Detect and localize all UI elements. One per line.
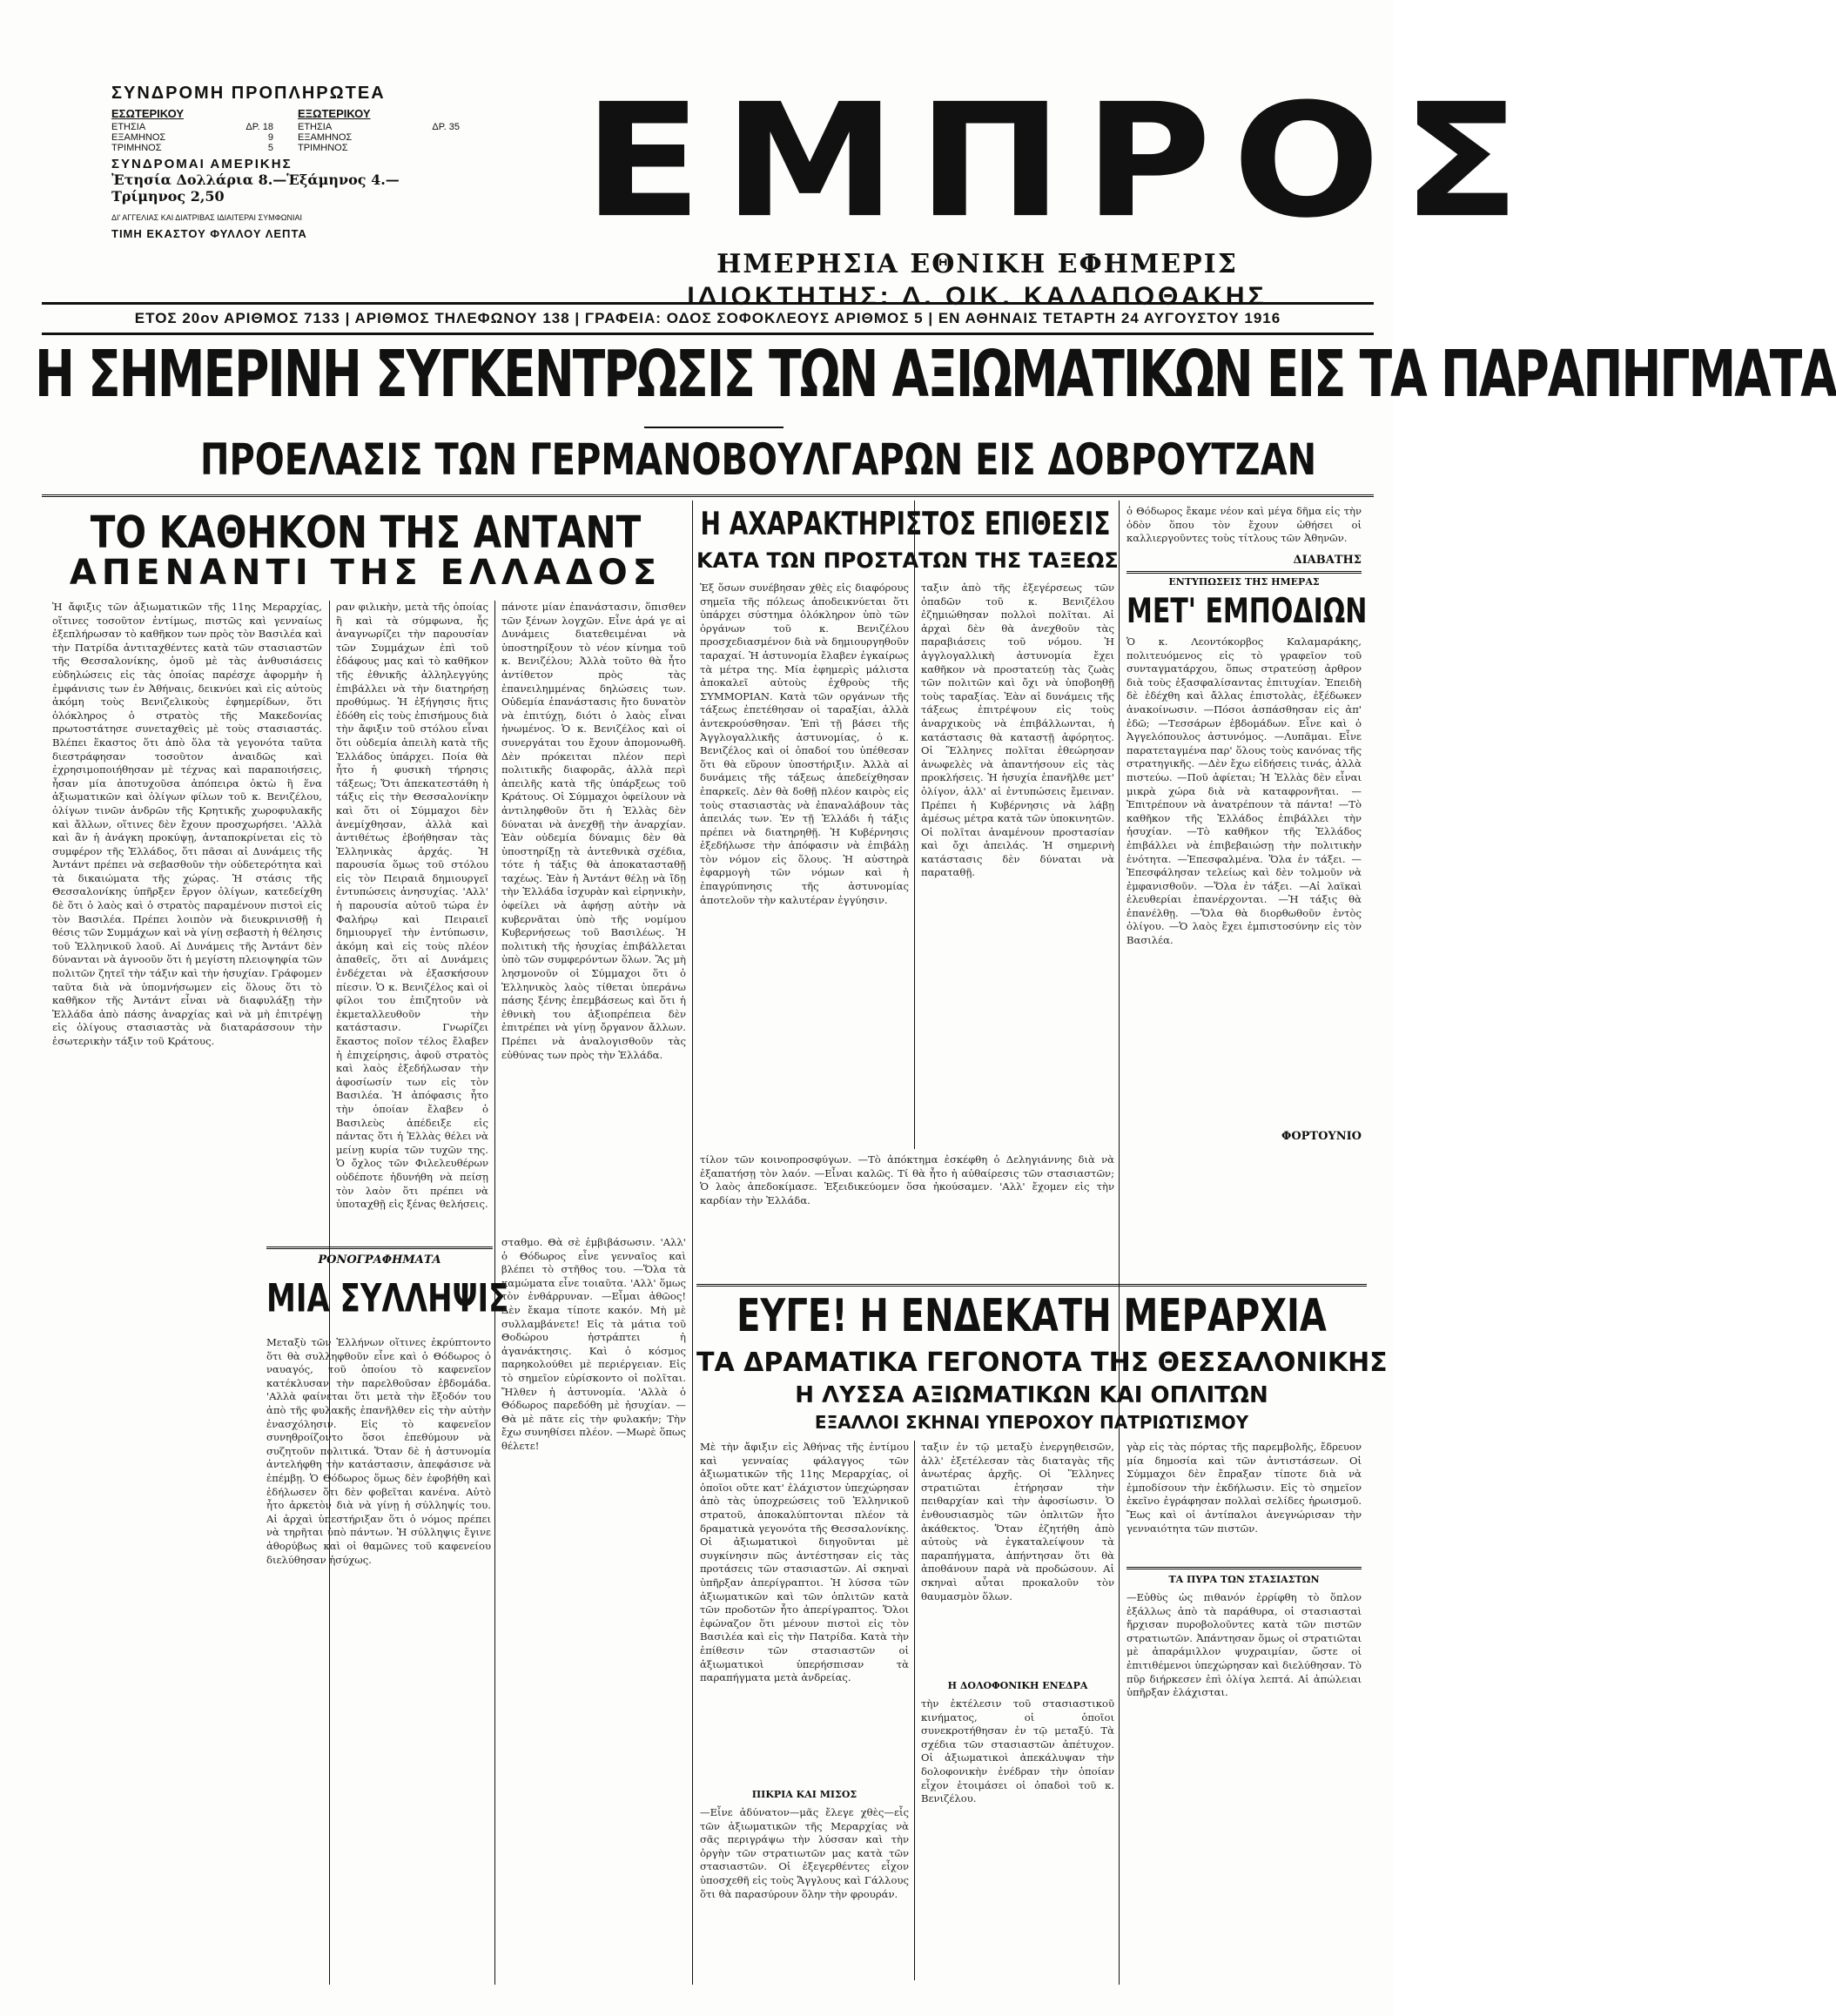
foreign-rates <box>298 107 460 153</box>
second-headline: ΠΡΟΕΛΑΣΙΣ ΤΩΝ ΓΕΡΜΑΝΟΒΟΥΛΓΑΡΩΝ ΕΙΣ ΔΟΒΡΟΥΤΖΑΝ <box>200 435 1317 486</box>
america-rates: Ἐτησία Δολλάρια 8.—Ἑξάμηνος 4.—Τρίμηνος 2,50 <box>111 171 400 205</box>
owner-line: ΙΔΙΟΚΤΗΤΗΣ: Δ. ΟΙΚ. ΚΑΛΑΠΟΘΑΚΗΣ <box>687 282 1268 311</box>
signature: ΦΟΡΤΟΥΝΙΟ <box>1281 1130 1362 1143</box>
section-label: ΡΟΝΟΓΡΑΦΗΜΑΤΑ <box>318 1253 441 1267</box>
rate-row <box>298 122 460 132</box>
section-rule <box>1126 1567 1362 1569</box>
headline-rule <box>42 494 1374 497</box>
article-bottom-col2b: τὴν ἐκτέλεσιν τοῦ στασιαστικοῦ κινήματος, οἱ ὁποῖοι συνεκροτήθησαν ἐν τῷ μεταξύ. Τὰ σχέδια τῶν στασιαστῶν ἀπέτυχον. Οἱ ἀξιωματικοὶ ἀπεκάλυψαν τὴν δολοφονικὴν ἐνέδραν τὴν ὁποίαν εἶχον ἑτοιμάσει οἱ ὀπαδοὶ τοῦ κ. Βενιζέλου. <box>921 1697 1114 1805</box>
subsection-label: ΤΑ ΠΥΡΑ ΤΩΝ ΣΤΑΣΙΑΣΤΩΝ <box>1168 1574 1320 1585</box>
rate-value: 9 <box>267 132 273 143</box>
column-divider <box>914 1441 915 1980</box>
column-divider <box>692 501 693 1985</box>
section-label: ΕΝΤΥΠΩΣΕΙΣ ΤΗΣ ΗΜΕΡΑΣ <box>1168 576 1320 588</box>
main-headline: Η ΣΗΜΕΡΙΝΗ ΣΥΓΚΕΝΤΡΩΣΙΣ ΤΩΝ ΑΞΙΩΜΑΤΙΚΩΝ ΕΙΣ ΤΑ ΠΑΡΑΠΗΓΜΑΤΑ <box>35 336 1836 412</box>
column-divider <box>914 501 915 1149</box>
price-line: ΤΙΜΗ ΕΚΑΣΤΟΥ ΦΥΛΛΟΥ ΛΕΠΤΑ <box>111 227 307 240</box>
foreign-header: ΕΞΩΤΕΡΙΚΟΥ <box>298 107 371 120</box>
rate-value: 5 <box>267 143 273 153</box>
rate-label: ΤΡΙΜΗΝΟΣ <box>111 143 162 153</box>
newspaper-subtitle: ΗΜΕΡΗΣΙΑ ΕΘΝΙΚΗ ΕΦΗΜΕΡΙΣ <box>716 249 1238 279</box>
rate-row <box>298 132 460 143</box>
rate-value: ΔΡ. 18 <box>245 122 273 132</box>
article-mid-col2: ταξιν ἀπὸ τῆς ἐξεγέρσεως τῶν ὁπαδῶν τοῦ κ. Βενιζέλου ἐζημιώθησαν πολλοὶ πολῖται. Αἱ ἀρχαὶ δὲν θὰ ἀνεχθοῦν τὰς παραβιάσεις τοῦ νόμου. Ἡ ἀγγλογαλλικὴ ἀστυνομία ἔχει καθῆκον νὰ προστατεύῃ τὰς ζωὰς τῶν πολιτῶν καὶ ὄχι νὰ ὑποβοηθῇ τοὺς ταραξίας. Ἐὰν αἱ δυνάμεις τῆς τάξεως ἐπιτρέψουν εἰς τοὺς ἀναρχικοὺς νὰ ἐπιβάλλωνται, ἡ κατάστασις θὰ καταστῇ ἀφόρητος. Οἱ Ἕλληνες πολῖται ἐθεώρησαν ἀνωφελὲς νὰ ἀπαντήσουν εἰς τὰς προκλήσεις. Ἡ ἡσυχία ἐπανῆλθε μετ' ὀλίγον, ἀλλ' αἱ ἐντυπώσεις ἔμειναν. Πρέπει ἡ Κυβέρνησις νὰ λάβῃ ἀμέσως μέτρα κατὰ τῶν ὑποκινητῶν. Οἱ πολῖται ἀναμένουν προστασίαν καὶ ὄχι ἀπειλάς. Ἡ σημερινὴ κατάστασις δὲν δύναται νὰ παραταθῇ. <box>921 581 1114 879</box>
domestic-header: ΕΣΩΤΕΡΙΚΟΥ <box>111 107 185 120</box>
rate-row <box>111 143 273 153</box>
rate-row <box>111 122 273 132</box>
short-piece-col1: Μεταξὺ τῶν Ἑλλήνων οἵτινες ἐκρύπτοντο ὅτι θὰ συλληφθοῦν εἶνε καὶ ὁ Θόδωρος ὁ ναυαγός, τοῦ ὁποίου τὸ καφενεῖον κατέκλυσαν τὴν παρελθοῦσαν ἑβδομάδα. 'Αλλὰ φαίνεται ὅτι μετὰ τὴν ἔξοδόν του ἀπὸ τῆς φυλακῆς ἐπανῆλθεν εἰς τὴν αὐτὴν ἐνασχόλησιν. Εἰς τὸ καφενεῖον συνηθροίζοντο ὅσοι ἐπεθύμουν νὰ συζητοῦν πολιτικά. Ὅταν δὲ ἡ ἀστυνομία ἀντελήφθη τὴν κατάστασιν, ἀπεφάσισε νὰ ἐπέμβῃ. Ὁ Θόδωρος ὅμως δὲν ἐφοβήθη καὶ ἐδήλωσεν ὅτι δὲν φοβεῖται κανένα. Αὐτὸ ἦτο ἀρκετὸν διὰ νὰ γίνῃ ἡ σύλληψίς του. Αἱ ἀρχαὶ ὑπεστήριξαν ὅτι ὁ νόμος πρέπει νὰ τηρῆται ὑπὸ πάντων. Ἡ σύλληψις ἔγινε ἀθορύβως καὶ οἱ θαμῶνες τοῦ καφενείου διελύθησαν ἡσύχως. <box>266 1336 491 1566</box>
rate-label: ΕΤΗΣΙΑ <box>298 122 333 132</box>
signature: ΔΙΑΒΑΤΗΣ <box>1293 554 1362 567</box>
ornament-divider <box>644 427 783 428</box>
subscription-box <box>111 84 460 240</box>
short-piece-col2: σταθμο. Θὰ σὲ ἐμβιβάσωσιν. 'Αλλ' ὁ Θόδωρος εἶνε γενναῖος καὶ βλέπει τὸ στῆθος του. —Ὅλα τὰ καμώματα εἶνε τοιαῦτα. 'Αλλ' ὅμως τὸν ἐνθάρρυναν. —Εἶμαι ἀθῶος! Δὲν ἔκαμα τίποτε κακόν. Μὴ μὲ συλλαμβάνετε! Εἰς τὰ μάτια τοῦ Θοδώρου ἠστράπτει ἡ ἀγανάκτησις. Καὶ ὁ κόσμος παρηκολούθει μὲ περιέργειαν. Εἰς τὸ σημεῖον εὑρίσκοντο οἱ πολῖται. Ἤλθεν ἡ ἀστυνομία. 'Αλλὰ ὁ Θόδωρος παρεδόθη μὲ ἡσυχίαν. —Θὰ μὲ πᾶτε εἰς τὴν φυλακήν; Τὴν ἔχω συνηθίσει πλέον. —Μωρὲ ὅπως θέλετε! <box>501 1236 686 1452</box>
article-left-col2: ραν φιλικὴν, μετὰ τῆς ὁποίας ἢ καὶ τὰ σύμφωνα, ἧς ἀναγνωρίζει τὴν παρουσίαν τῶν Συμμάχων ἐπὶ τοῦ ἐδάφους μας καὶ τὸ καθῆκον τῆς ἐθνικῆς ἀλληλεγγύης ἐπιβάλλει νὰ τὴν διατηρήσῃ προθύμως. Ἡ ἐξήγησις ἥτις ἐδόθη εἰς τοὺς ἐπισήμους διὰ τὴν ἄφιξιν τοῦ στόλου εἶναι ὅτι οὐδεμία ἀπειλὴ κατὰ τῆς Ἑλλάδος ὑπάρχει. Ποία θὰ ἦτο ἡ φυσικὴ τήρησις τάξεως; Ὅτι ἀπεκατεστάθη ἡ τάξις εἰς τὴν Θεσσαλονίκην καὶ ὅτι οἱ Σύμμαχοι δὲν ἀνεμίχθησαν, ἀλλὰ καὶ ἀντιθέτως ἐβοήθησαν τὰς Ἑλληνικὰς ἀρχάς. Ἡ παρουσία ὅμως τοῦ στόλου εἰς τὸν Πειραιᾶ δημιουργεῖ ἐντυπώσεις ἀνησυχίας. 'Αλλ' ἡ παρουσία αὐτοῦ τώρα ἐν Φαλήρῳ καὶ Πειραιεῖ δημιουργεῖ τὴν ἐντύπωσιν, ἀκόμη καὶ εἰς τοὺς πλέον ἀπαθεῖς, ὅτι αἱ Δυνάμεις ἐνδέχεται νὰ ἐξασκήσουν πίεσιν. Ὁ κ. Βενιζέλος καὶ οἱ φίλοι του ἐπιζητοῦν νὰ ἐκμεταλλευθοῦν τὴν κατάστασιν. Γνωρίζει ἕκαστος ποῖον τέλος ἔλαβεν ἡ ἐπιχείρησις, ἀφοῦ στρατὸς καὶ λαὸς ἐξεδήλωσαν τὴν ἀφοσίωσίν των εἰς τὸν Βασιλέα. Ἡ ἀπόφασις ἦτο τὴν ὁποίαν ἔλαβεν ὁ Βασιλεὺς ἀπέδειξε εἰς πάντας ὅτι ἡ Ἑλλὰς θέλει νὰ μείνῃ κυρία τῶν τυχῶν της. Ὁ ὄχλος τῶν Φιλελευθέρων οὐδέποτε ἠδυνήθη νὰ πείσῃ τὸν λαὸν ὅτι πρέπει νὰ ὑποταχθῇ εἰς ξένας θελήσεις. <box>336 601 488 1211</box>
section-rule <box>1126 571 1362 574</box>
section-rule <box>696 1284 1367 1287</box>
article-subtitle: ΕΞΑΛΛΟΙ ΣΚΗΝΑΙ ΥΠΕΡΟΧΟΥ ΠΑΤΡΙΩΤΙΣΜΟΥ <box>814 1412 1249 1433</box>
article-left-col1: Ἡ ἄφιξις τῶν ἀξιωματικῶν τῆς 11ης Μεραρχίας, οἵτινες τοσοῦτον ἐντίμως, πιστῶς καὶ γενναίως ἐξεπλήρωσαν τὸ καθῆκον των πρὸς τὸν Βασιλέα καὶ τὴν Πατρίδα ἀντιταχθέντες κατὰ τῶν στασιαστῶν τῆς Θεσσαλονίκης, ὁμοῦ μὲ τὰς ἀνθυσιάσεις εὐδηλώσεις εἰς τὰς ὁποίας παρέσχε ἀφορμὴν ἡ ἐμφάνισις των ἐν Ἀθήναις, δεικνύει καὶ εἰς αὐτοὺς ἀκόμη τοὺς Βενιζελικοὺς ἐφημερίδων, ὅτι ὁλόκληρος ὁ στρατὸς τῆς Μακεδονίας πρωτοστάτησε συνεταχθεὶς μὲ τοὺς στασιαστάς. Βλέπει ἕκαστος ὅτι ἀπὸ ὅλα τὰ γεγονότα ταῦτα διεστράφησαν τοσοῦτον ἀναιδῶς καὶ ἐχρησιμοποιήθησαν μὲ τέχνας καὶ παραποιήσεις, ἦσαν μία ἀποτυχοῦσα ἀπόπειρα ὀκτὼ ἢ ἕνα ἀξιωματικῶν καὶ ὀλίγων φίλων τοῦ κ. Βενιζέλου, ὀλίγων τινῶν ἀνδρῶν τῆς Κρητικῆς χωροφυλακῆς καὶ ἄλλων, οἵτινες δὲν ἔχουν προσχωρήσει. 'Αλλὰ καὶ ἂν ἡ ἀνάγκη προκύψῃ, ἀνταποκρίνεται εἰς τὸ συμφέρον τῆς Ἑλλάδος, ὅτι πᾶσαι αἱ Δυνάμεις τῆς Ἀντάντ πρέπει νὰ σεβασθοῦν τὴν οὐδετερότητα καὶ τὰ δικαιώματα τῆς χώρας. Ἡ στάσις τῆς Θεσσαλονίκης ὑπῆρξεν ἔργον ὀλίγων, κατεδείχθη δὲ ὅτι ὁ λαὸς καὶ ὁ στρατὸς παραμένουν πιστοὶ εἰς τὸν Βασιλέα. Πρέπει λοιπὸν νὰ διευκρινισθῇ ἡ θέσις τῶν Συμμάχων καὶ νὰ γίνῃ σεβαστὴ ἡ θέλησις τοῦ Ἑλληνικοῦ λαοῦ. Αἱ Δυνάμεις τῆς Ἀντάντ δὲν δύνανται νὰ ἀγνοοῦν ὅτι ἡ μεγίστη πλειοψηφία τῶν πολιτῶν ζητεῖ τὴν τάξιν καὶ τὴν ἡσυχίαν. Γράφομεν ταῦτα διὰ νὰ ὑπομνήσωμεν εἰς ὅλους ὅτι τὸ καθῆκον τῆς Ἀντάντ εἶναι νὰ διαφυλάξῃ τὴν Ἑλλάδα ἀπὸ πάσης ἀναρχίας καὶ νὰ μὴ ἐπιτρέψῃ εἰς ὀλίγους στασιαστὰς νὰ διαταράσσουν τὴν ἐσωτερικὴν τάξιν τοῦ Κράτους. <box>52 601 322 1047</box>
column-divider <box>1119 501 1120 1985</box>
issue-info-bar: ΕΤΟΣ 20ον ΑΡΙΘΜΟΣ 7133 | ΑΡΙΘΜΟΣ ΤΗΛΕΦΩΝΟΥ 138 | ΓΡΑΦΕΙΑ: ΟΔΟΣ ΣΟΦΟΚΛΕΟΥΣ ΑΡΙΘΜΟΣ 5 | ΕΝ ΑΘΗΝΑΙΣ ΤΕΤΑΡΤΗ 24 ΑΥΓΟΥΣΤΟΥ 1916 <box>42 302 1374 335</box>
article-bottom-col2: ταξιν ἐν τῷ μεταξὺ ἐνεργηθεισῶν, ἀλλ' ἐξετέλεσαν τὰς διαταγὰς τῆς ἀνωτέρας ἀρχῆς. Οἱ Ἕλληνες στρατιῶται ἐτήρησαν τὴν πειθαρχίαν καὶ τὴν ἀφοσίωσιν. Ὁ ἐνθουσιασμὸς τῶν ὁπλιτῶν ἦτο ἀκάθεκτος. Ὅταν ἐζητήθη ἀπὸ αὐτοὺς νὰ ἐγκαταλείψουν τὰ παραπήγματα, ἀπήντησαν ὅτι θὰ ἀποθάνουν παρὰ νὰ προδώσουν. Αἱ σκηναὶ αὗται προκαλοῦν τὸν θαυμασμὸν ὅλων. <box>921 1441 1114 1603</box>
rate-row <box>298 143 460 153</box>
subscription-rates <box>111 107 460 153</box>
article-subtitle: ΑΠΕΝΑΝΤΙ ΤΗΣ ΕΛΛΑΔΟΣ <box>69 553 662 593</box>
rate-label: ΕΞΑΜΗΝΟΣ <box>111 132 166 143</box>
rate-label: ΕΤΗΣΙΑ <box>111 122 146 132</box>
article-subtitle: ΚΑΤΑ ΤΩΝ ΠΡΟΣΤΑΤΩΝ ΤΗΣ ΤΑΞΕΩΣ <box>696 548 1119 573</box>
rate-value: ΔΡ. 35 <box>432 122 460 132</box>
right-top-text: ὁ Θόδωρος ἔκαμε νέον καὶ μέγα δῆμα εἰς τὴν ὁδὸν ὅπου τὸν ἔχουν ὠθήσει οἱ καλλιεργοῦντες τοὺς τίτλους τῶν Ἀθηνῶν. <box>1126 505 1362 545</box>
article-title: ΕΥΓΕ! Η ΕΝΔΕΚΑΤΗ ΜΕΡΑΡΧΙΑ <box>736 1290 1327 1342</box>
subsection-label: ΠΙΚΡΙΑ ΚΑΙ ΜΙΣΟΣ <box>751 1789 857 1800</box>
domestic-rates <box>111 107 273 153</box>
article-subtitle: Η ΛΥΣΣΑ ΑΞΙΩΜΑΤΙΚΩΝ ΚΑΙ ΟΠΛΙΤΩΝ <box>795 1382 1268 1408</box>
rate-label: ΕΞΑΜΗΝΟΣ <box>298 132 353 143</box>
section-rule <box>266 1247 493 1249</box>
article-left-col3: πάνοτε μίαν ἐπανάστασιν, ὅπισθεν τῶν ξένων λογχῶν. Εἶνε ἀρά γε αἱ Δυνάμεις διατεθειμέναι νὰ ὑποστηρίξουν τὸ νέον κίνημα τοῦ κ. Βενιζέλου; Ἀλλὰ τοῦτο θὰ ἦτο ἀντίθετον πρὸς τὰς ἐπανειλημμένας δηλώσεις των. Οὐδεμία ἐπανάστασις ἤτο δυνατὸν νὰ ἐπιτύχῃ, διότι ὁ λαὸς εἶναι ἡνωμένος. Ὁ κ. Βενιζέλος καὶ οἱ συνεργάται του ἔχουν ἀπομονωθῆ. Δὲν πρόκειται πλέον περὶ πολιτικῆς διαφορᾶς, ἀλλὰ περὶ ἀπειλῆς κατὰ τῆς ὑπάρξεως τοῦ Κράτους. Οἱ Σύμμαχοι ὀφείλουν νὰ ἀντιληφθοῦν ὅτι ἡ Ἑλλὰς δὲν δύναται νὰ ἀνεχθῇ τὴν ἀναρχίαν. Ἐὰν οὐδεμία δύναμις δὲν θὰ ὑποστηρίξῃ τὰ ἀντεθνικὰ σχέδια, τότε ἡ τάξις θὰ ἀποκατασταθῇ ταχέως. Ἐὰν ἡ Ἀντάντ θέλῃ νὰ ἴδῃ τὴν Ἑλλάδα ἰσχυρὰν καὶ εἰρηνικὴν, ὀφείλει νὰ ἀφήσῃ αὐτὴν νὰ κυβερνᾶται ὑπὸ τῆς νομίμου Κυβερνήσεως τοῦ Βασιλέως. Ἡ πολιτικὴ τῆς ἡσυχίας ἐπιβάλλεται ὑπὸ τῶν συμφερόντων ὅλων. Ἂς μὴ λησμονοῦν οἱ Σύμμαχοι ὅτι ὁ Ἑλληνικὸς λαὸς τίθεται ὑπεράνω πάσης ξένης ἐπεμβάσεως καὶ ὅτι ἡ ἐθνικὴ του ἀξιοπρέπεια δὲν ἐπιτρέπει νὰ γίνῃ ὄργανον ἄλλων. Πρέπει νὰ ἀναλογισθοῦν τὰς εὐθύνας των πρὸς τὴν Ἑλλάδα. <box>501 601 686 1061</box>
subsection-label: Η ΔΟΛΟΦΟΝΙΚΗ ΕΝΕΔΡΑ <box>947 1680 1088 1691</box>
article-bottom-col1: Μὲ τὴν ἄφιξιν εἰς Ἀθήνας τῆς ἐντίμου καὶ γενναίας φάλαγγος τῶν ἀξιωματικῶν τῆς 11ης Μεραρχίας, οἱ ὁποῖοι οὔτε κατ' ἐλάχιστον ὑπεχώρησαν ἀπὸ τὰς ὑποχρεώσεις τοῦ Ἑλληνικοῦ στρατοῦ, ἀποκαλύπτονται πλέον τὰ δραματικὰ γεγονότα τῆς Θεσσαλονίκης. Οἱ ἀξιωματικοὶ διηγοῦνται μὲ συγκίνησιν πῶς ἀντέστησαν εἰς τὰς προτάσεις τῶν στασιαστῶν. Αἱ σκηναὶ ὑπῆρξαν ἀπερίγραπτοι. Ἡ λύσσα τῶν ἀξιωματικῶν καὶ τῶν ὁπλιτῶν κατὰ τῶν προδοτῶν ἦτο ἀπερίγραπτος. Ὅλοι ἐφώναζον ὅτι μένουν πιστοὶ εἰς τὸν Βασιλέα καὶ εἰς τὴν Πατρίδα. Κατὰ τὴν ἐπίθεσιν τῶν στασιαστῶν οἱ ἀξιωματικοὶ ὑπερήσπισαν τὰ παραπήγματα μετὰ ἀνδρείας. <box>700 1441 909 1684</box>
article-bottom-col3: γὰρ εἰς τὰς πόρτας τῆς παρεμβολῆς, ἔδρευον μία δημοσία καὶ τῶν ἀντιστάσεων. Οἱ Σύμμαχοι δὲν ἔπραξαν τίποτε διὰ νὰ ἐμποδίσουν τὴν ἐκδήλωσιν. Εἰς τὸ σημεῖον ἐκεῖνο ἐγράφησαν πολλαὶ σελίδες ἡρωισμοῦ. Ἔως καὶ οἱ ἀντίπαλοι ἀνεγνώρισαν τὴν γενναιότητα τῶν πιστῶν. <box>1126 1441 1362 1535</box>
article-mid-bottom: τίλον τῶν κοινοπροσφύγων. —Τὸ ἀπόκτημα ἐσκέφθη ὁ Δεληγιάννης διὰ νὰ ἐξαπατήσῃ τὸν λαόν. —Εἶναι καλῶς. Τί θὰ ἦτο ἡ αὐθαίρεσις τῶν στασιαστῶν; Ὁ λαὸς ἀπεδοκίμασε. Ἐξειδικεύομεν ὅσα ἠκούσαμεν. 'Αλλ' ἔχομεν εἰς τὴν καρδίαν τὴν Ἑλλάδα. <box>700 1153 1114 1206</box>
column-title: ΜΕΤ' ΕΜΠΟΔΙΩΝ <box>1126 592 1368 632</box>
article-title: Η ΑΧΑΡΑΚΤΗΡΙΣΤΟΣ ΕΠΙΘΕΣΙΣ <box>700 505 1111 542</box>
america-title: ΣΥΝΔΡΟΜΑΙ ΑΜΕΡΙΚΗΣ <box>111 157 293 171</box>
rate-row <box>111 132 273 143</box>
right-column-text: Ὁ κ. Λεοντόκορβος Καλαμαράκης, πολιτευόμενος εἰς τὸ γραφεῖον τοῦ συνταγματάρχου, ὅπως στρατεύσῃ ἀρθρον διὰ τοὺς ἐξασφαλίσαντας ἐπιτυχίαν. Ἐπειδὴ δὲ ἐδέχθη καὶ ἄλλας ἐπιστολὰς, ἐξέδωκεν ἀνακοίνωσιν. —Πόσοι ἀσπάσθησαν εἰς ἀπ' ἐδῶ; —Τεσσάρων ἐβδομάδων. Εἶνε καὶ ὁ Ἀγγελόπουλος ἀστυνόμος. —Λυπᾶμαι. Εἶνε παρατεταγμένα παρ' ὅλους τοὺς κανόνας τῆς στρατηγικῆς. —Δὲν ἔχω εἰδήσεις τινάς, ἀλλὰ πιστεύω. —Ποῦ ἀφίεται; Ἡ Ἑλλὰς δὲν εἶναι μικρὰ χώρα διὰ νὰ καταφρονῆται. —Ἐπιτρέπουν νὰ ἀνατρέπουν τὰ πάντα! —Τὸ καθῆκον τῆς Ἑλλάδος ἐπιβάλλει τὴν ἡσυχίαν. —Τὸ καθῆκον τῆς Ἑλλάδος ἐπιβάλλει νὰ ἐπιβεβαιώσῃ τὴν πολιτικὴν ἑνότητα. —Ἐπεσφαλμένα. Ὅλα ἐν τάξει. —Ἐπεσφάλησαν τελείως καὶ δὲν τολμοῦν νὰ ἐμφανισθοῦν. —Ὅλα ἐν τάξει. —Αἱ λαϊκαὶ ἐλευθερίαι ἐπανέρχονται. —Ἡ τάξις θὰ ἐπανέλθῃ. —Ὅλα θὰ διορθωθοῦν ἐντὸς ὀλίγου. —Ὁ λαὸς ἔχει ἐμπιστοσύνην εἰς τὸν Βασιλέα. <box>1126 635 1362 947</box>
article-bottom-col3b: —Εὐθὺς ὡς πιθανόν ἐρρίφθη τὸ ὅπλον ἐξάλλως ἀπὸ τὰ παράθυρα, οἱ στασιασταὶ ἤρχισαν πυροβολοῦντες κατὰ τῶν πιστῶν στρατιωτῶν. Ἀπάντησαν ὅμως οἱ στρατιῶται μὲ ἀπαράμιλλον ψυχραιμίαν, ὥστε οἱ ἐπιτιθέμενοι ὑπεχώρησαν καὶ διελύθησαν. Τὸ πῦρ διήρκεσεν ἐπὶ ὀλίγα λεπτά. Αἱ ἀπώλειαι ὑπῆρξαν ἐλάχισται. <box>1126 1591 1362 1699</box>
article-subtitle: ΤΑ ΔΡΑΜΑΤΙΚΑ ΓΕΓΟΝΟΤΑ ΤΗΣ ΘΕΣΣΑΛΟΝΙΚΗΣ <box>696 1347 1388 1378</box>
article-bottom-col1b: —Εἶνε ἀδύνατον—μᾶς ἔλεγε χθὲς—εἷς τῶν ἀξιωματικῶν τῆς Μεραρχίας νὰ σᾶς περιγράψω τὴν λύσσαν καὶ τὴν ὀργὴν τῶν στρατιωτῶν μας κατὰ τῶν στασιαστῶν. Οἱ ἐξεγερθέντες εἶχον ὑποσχεθῆ εἰς τοὺς Ἄγγλους καὶ Γάλλους ὅτι θὰ παρασύρουν ὅλην τὴν φρουράν. <box>700 1806 909 1900</box>
newspaper-title: ΕΜΠΡΟΣ <box>583 70 1542 253</box>
subscription-title: ΣΥΝΔΡΟΜΗ ΠΡΟΠΛΗΡΩΤΕΑ <box>111 84 386 103</box>
ads-note: ΔΙ' ΑΓΓΕΛΙΑΣ ΚΑΙ ΔΙΑΤΡΙΒΑΣ ΙΔΙΑΙΤΕΡΑΙ ΣΥΜΦΩΝΙΑΙ <box>111 213 302 222</box>
short-piece-title: ΜΙΑ ΣΥΛΛΗΨΙΣ <box>266 1276 509 1321</box>
article-mid-col1: Ἐξ ὅσων συνέβησαν χθὲς εἰς διαφόρους σημεῖα τῆς πόλεως ἀποδεικνύεται ὅτι ὑπάρχει σύστημα ὁλόκληρον ὑπὸ τῶν ὀργάνων τοῦ κ. Βενιζέλου προσχεδιασμένον διὰ νὰ δημιουργηθοῦν ταραχαί. Ἡ ἀστυνομία ἔλαβεν ἐγκαίρως τὰ μέτρα της. Μία ἐφημερὶς μάλιστα ἀποκαλεῖ αὐτοὺς ἐχθροὺς τῆς ΣΥΜΜΟΡΙΑΝ. Κατὰ τῶν οργάνων τῆς τάξεως ἐπετέθησαν οἱ ταραξίαι, ἀλλὰ ἀντεκρούσθησαν. Ἐπὶ τῇ βάσει τῆς Ἀγγλογαλλικῆς ἀστυνομίας, ὁ κ. Βενιζέλος καὶ οἱ ὀπαδοί του ὑπέθεσαν ὅτι θὰ εὕρουν ὑποστήριξιν. Ἀλλὰ αἱ δυνάμεις τῆς τάξεως ἀπεδείχθησαν ἐπαρκεῖς. Δὲν θὰ δοθῇ πλέον καιρὸς εἰς τοὺς στασιαστὰς νὰ ἐπαναλάβουν τὰς ἀπειλάς των. Ἐν τῇ Ἑλλάδι ἡ τάξις πρέπει νὰ διατηρηθῇ. Ἡ Κυβέρνησις ἐξεδήλωσε τὴν ἀπόφασιν νὰ ἐπιβάλῃ τὸν νόμον εἰς ὅλους. Ἡ αὐστηρὰ ἐφαρμογὴ τῶν νόμων καὶ ἡ ἐπαγρύπνησις τῆς ἀστυνομίας ἀποτελοῦν τὴν καλυτέραν ἐγγύησιν. <box>700 581 909 906</box>
article-title: ΤΟ ΚΑΘΗΚΟΝ ΤΗΣ ΑΝΤΑΝΤ <box>90 507 642 558</box>
rate-label: ΤΡΙΜΗΝΟΣ <box>298 143 348 153</box>
